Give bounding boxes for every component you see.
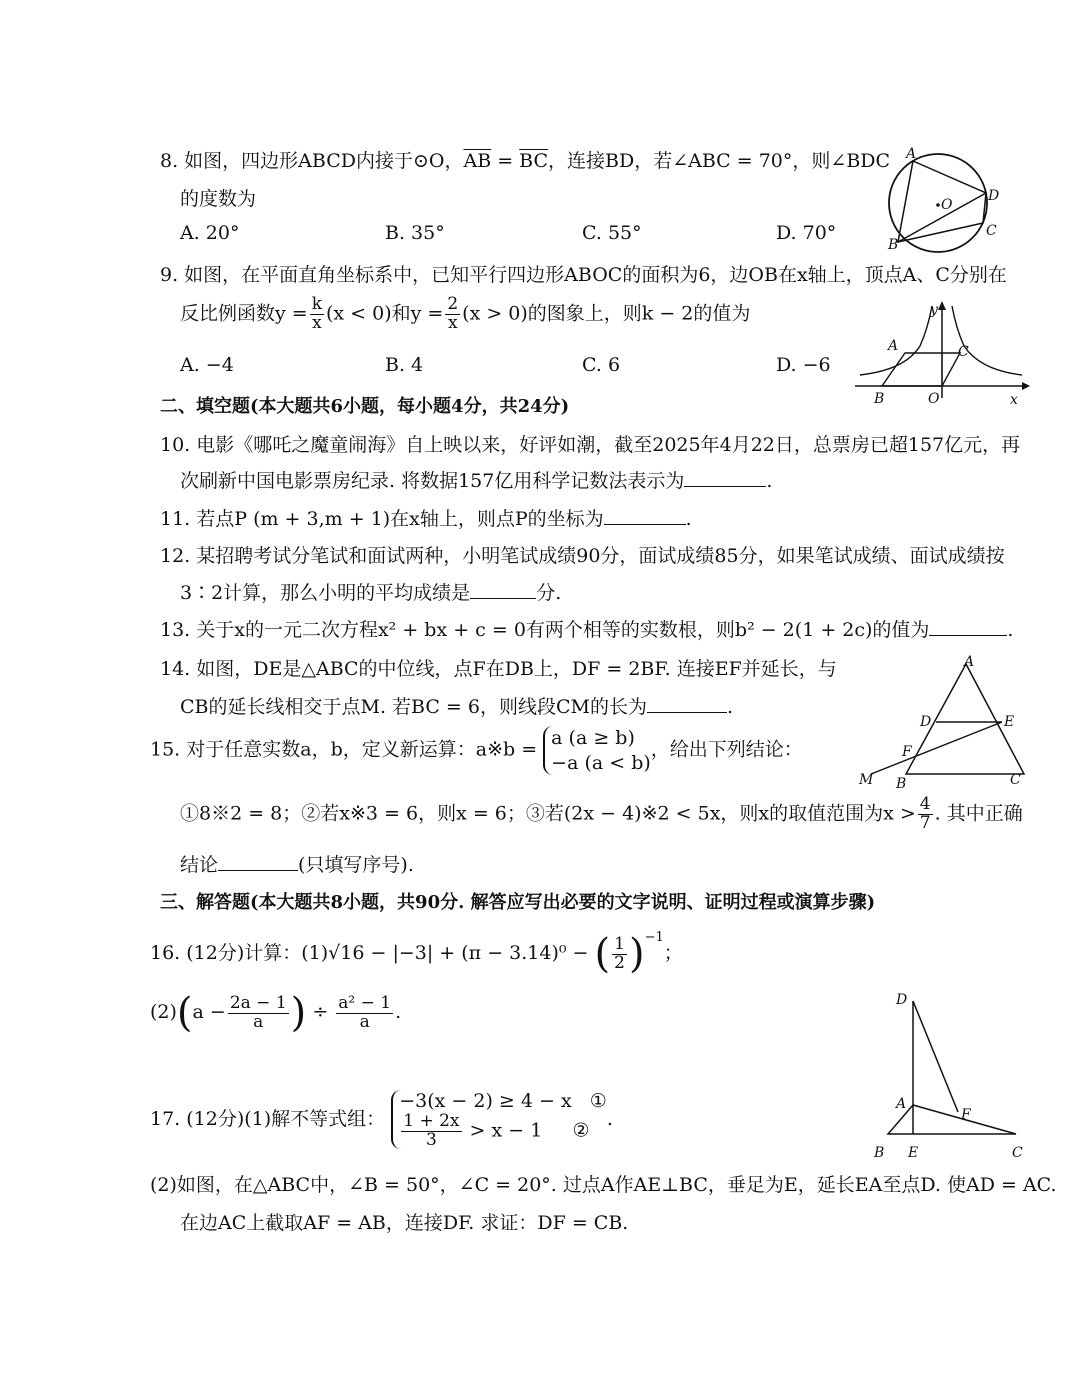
label-b: B xyxy=(874,1145,885,1161)
frac-den: a xyxy=(253,1011,264,1032)
q14-text: CB的延长线相交于点M. 若BC = 6，则线段CM的长为 xyxy=(180,696,647,718)
q10-end: . xyxy=(766,470,773,492)
arc-bc: $\overline{BC}$ xyxy=(519,150,549,172)
label-a: A xyxy=(964,654,975,670)
q14-end: . xyxy=(726,696,734,718)
q10-text: 次刷新中国电影票房纪录. 将数据157亿用科学记数法表示为 xyxy=(180,470,685,492)
label-e: E xyxy=(908,1145,919,1161)
q9-frac-2-x xyxy=(445,296,460,333)
q15-line3 xyxy=(180,850,414,877)
q8-option-c: C. 55° xyxy=(582,222,642,244)
q14-line2 xyxy=(180,692,733,719)
section-3-heading: 三、解答题(本大题共8小题，共90分. 解答应写出必要的文字说明、证明过程或演算步骤) xyxy=(160,892,876,913)
q16-text: 16. (12分)计算：(1)√16 − |−3| + (π − 3.14)⁰ − xyxy=(150,942,589,964)
label-x: x xyxy=(1010,392,1018,408)
triangle-abc xyxy=(888,1105,1016,1134)
q8-option-b: B. 35° xyxy=(385,222,445,244)
q15-suffix: ，给出下列结论： xyxy=(650,738,803,761)
q16-part1 xyxy=(150,930,683,977)
q9-option-c: C. 6 xyxy=(582,354,621,376)
q15-piecewise xyxy=(543,726,651,775)
q16-end: ； xyxy=(663,942,683,964)
frac-den: x xyxy=(312,312,322,333)
q9-text-b: (x < 0)和y = xyxy=(326,302,444,325)
label-a: A xyxy=(888,338,899,354)
center-dot xyxy=(936,203,940,207)
q8-text-a: 8. 如图，四边形ABCD内接于⊙O， xyxy=(160,150,464,172)
label-f: F xyxy=(902,744,912,760)
q9-line2 xyxy=(180,296,750,333)
ineq2-frac xyxy=(401,1110,461,1150)
q16-part2-label: (2) xyxy=(150,1001,177,1023)
frac-num: 2a − 1 xyxy=(229,992,287,1013)
label-c: C xyxy=(958,344,969,360)
q15-text-a: 结论 xyxy=(180,854,219,876)
q13-text: 13. 关于x的一元二次方程x² + bx + c = 0有两个相等的实数根，则b² − 2(1 + 2c)的值为 xyxy=(160,619,930,641)
case-2: −a (a < b) xyxy=(551,751,651,774)
label-d: D xyxy=(896,992,908,1008)
q9-text-c: (x > 0)的图象上，则k − 2的值为 xyxy=(462,302,751,325)
paren-close: ) xyxy=(290,990,307,1036)
label-o: O xyxy=(928,391,940,407)
label-b: B xyxy=(896,776,907,792)
segment-df xyxy=(913,1001,958,1112)
q12-line2 xyxy=(180,578,561,605)
answer-blank xyxy=(647,694,727,713)
q16-part2 xyxy=(150,990,401,1036)
frac-num: 4 xyxy=(919,794,931,814)
frac-num: k xyxy=(311,294,323,314)
label-b: B xyxy=(874,391,885,407)
q14-line1: 14. 如图，DE是△ABC的中位线，点F在DB上，DF = 2BF. 连接EF并延长，与 xyxy=(160,658,837,680)
frac-den: a xyxy=(359,1011,370,1032)
exponent: −1 xyxy=(644,930,664,945)
q8-option-a: A. 20° xyxy=(180,222,240,244)
q15-prefix: 15. 对于任意实数a，b，定义新运算：a※b = xyxy=(150,738,538,761)
frac-den: 7 xyxy=(919,812,931,833)
q9-line1: 9. 如图，在平面直角坐标系中，已知平行四边形ABOC的面积为6，边OB在x轴上，顶点A、C分别在 xyxy=(160,264,1007,286)
ineq1-mark: ① xyxy=(589,1090,607,1112)
q10-line2 xyxy=(180,466,772,493)
inequality-1 xyxy=(399,1090,607,1113)
q14-triangle-figure xyxy=(856,652,1031,792)
q17-inequality-system xyxy=(391,1090,607,1149)
label-c: C xyxy=(986,223,997,239)
case-1: a (a ≥ b) xyxy=(551,727,635,749)
q15-text-b: . 其中正确 xyxy=(934,802,1023,825)
x-axis-arrow xyxy=(1022,382,1030,390)
q10-line1: 10. 电影《哪吒之魔童闹海》自上映以来，好评如潮，截至2025年4月22日，总票房已超157亿元，再 xyxy=(160,434,1021,456)
q8-option-d: D. 70° xyxy=(776,222,837,244)
label-d: D xyxy=(988,188,1000,204)
frac-num: 1 + 2x xyxy=(403,1110,460,1131)
q12-text: 3∶2计算，那么小明的平均成绩是 xyxy=(180,582,471,604)
q17-triangle-figure xyxy=(866,985,1031,1165)
paren-open: ( xyxy=(176,990,193,1036)
label-a: A xyxy=(896,1096,907,1112)
q9-option-b: B. 4 xyxy=(385,354,424,376)
paren-close: ) xyxy=(628,931,645,977)
label-b: B xyxy=(888,237,899,253)
frac-num: 1 xyxy=(614,933,625,954)
q16-frac-2 xyxy=(336,992,393,1032)
answer-blank xyxy=(218,852,298,871)
answer-blank xyxy=(684,468,766,487)
label-m: M xyxy=(859,772,874,788)
section-2-heading: 二、填空题(本大题共6小题，每小题4分，共24分) xyxy=(160,396,570,417)
q13-line xyxy=(160,615,1013,642)
ineq2-mark: ② xyxy=(572,1119,590,1142)
frac-den: x xyxy=(447,312,458,333)
q8-eq: = xyxy=(491,150,520,172)
q11-line xyxy=(160,504,692,531)
q9-option-a: A. −4 xyxy=(180,354,234,376)
q17-part2-line1: (2)如图，在△ABC中，∠B = 50°，∠C = 20°. 过点A作AE⊥BC，垂足为E，延长EA至点D. 使AD = AC. xyxy=(150,1174,1057,1196)
q17-part2-line2: 在边AC上截取AF = AB，连接DF. 求证：DF = CB. xyxy=(180,1212,629,1234)
q9-frac-k-x xyxy=(310,296,324,333)
parallelogram-aboc xyxy=(882,353,960,386)
q16-frac-1 xyxy=(228,992,289,1032)
ineq2-text: > x − 1 xyxy=(469,1119,543,1142)
q11-end: . xyxy=(685,508,692,530)
q8-text-b: ，连接BD，若∠ABC = 70°，则∠BDC xyxy=(548,150,891,172)
q16-frac-half xyxy=(612,933,627,973)
q15-text-b: (只填写序号). xyxy=(298,854,414,876)
paren-open: ( xyxy=(594,931,611,977)
q16-part2-end: . xyxy=(395,1001,402,1023)
q12-line1: 12. 某招聘考试分笔试和面试两种，小明笔试成绩90分，面试成绩85分，如果笔试成绩、面试成绩按 xyxy=(160,545,1005,567)
frac-num: 2 xyxy=(447,294,459,314)
q9-text-a: 反比例函数y = xyxy=(180,302,308,325)
q8-line1 xyxy=(160,146,890,173)
q11-text: 11. 若点P (m + 3,m + 1)在x轴上，则点P的坐标为 xyxy=(160,508,604,530)
q15-line2 xyxy=(180,796,1023,833)
q9-coordinate-figure xyxy=(850,298,1030,408)
arc-ab: $\overline{AB}$ xyxy=(463,150,492,172)
label-f: F xyxy=(961,1107,971,1123)
curve-right xyxy=(952,306,1022,375)
q17-prefix: 17. (12分)(1)解不等式组： xyxy=(150,1107,386,1130)
frac-den: 3 xyxy=(425,1129,437,1150)
label-a: A xyxy=(906,146,917,162)
q17-end: . xyxy=(606,1107,613,1130)
frac-num: a² − 1 xyxy=(338,992,392,1013)
y-axis-arrow xyxy=(938,301,946,310)
answer-blank xyxy=(604,506,686,525)
label-e: E xyxy=(1004,714,1015,730)
q12-end: 分. xyxy=(536,582,562,604)
q15-frac-4-7 xyxy=(918,796,933,833)
label-d: D xyxy=(920,714,932,730)
answer-blank xyxy=(470,580,536,599)
q8-line2: 的度数为 xyxy=(180,188,257,210)
ineq1-text: −3(x − 2) ≥ 4 − x xyxy=(399,1090,572,1112)
inequality-2 xyxy=(399,1110,607,1150)
q8-circle-figure xyxy=(878,145,1008,255)
circle-o xyxy=(889,154,987,252)
q13-end: . xyxy=(1007,619,1014,641)
label-c: C xyxy=(1012,1145,1023,1161)
label-c: C xyxy=(1010,772,1021,788)
q16-a-minus: a − xyxy=(192,1001,226,1023)
q15-line1 xyxy=(150,726,803,775)
frac-den: 2 xyxy=(614,952,625,973)
q17-part1 xyxy=(150,1090,613,1149)
line-me xyxy=(871,722,1002,774)
div-sign: ÷ xyxy=(312,1001,329,1023)
q9-option-d: D. −6 xyxy=(776,354,831,376)
label-y: y xyxy=(930,302,938,318)
answer-blank xyxy=(929,617,1007,636)
q15-text-a: ①8※2 = 8；②若x※3 = 6，则x = 6；③若(2x − 4)※2 < 5x，则x的取值范围为x > xyxy=(180,802,916,825)
label-o: O xyxy=(941,197,953,213)
